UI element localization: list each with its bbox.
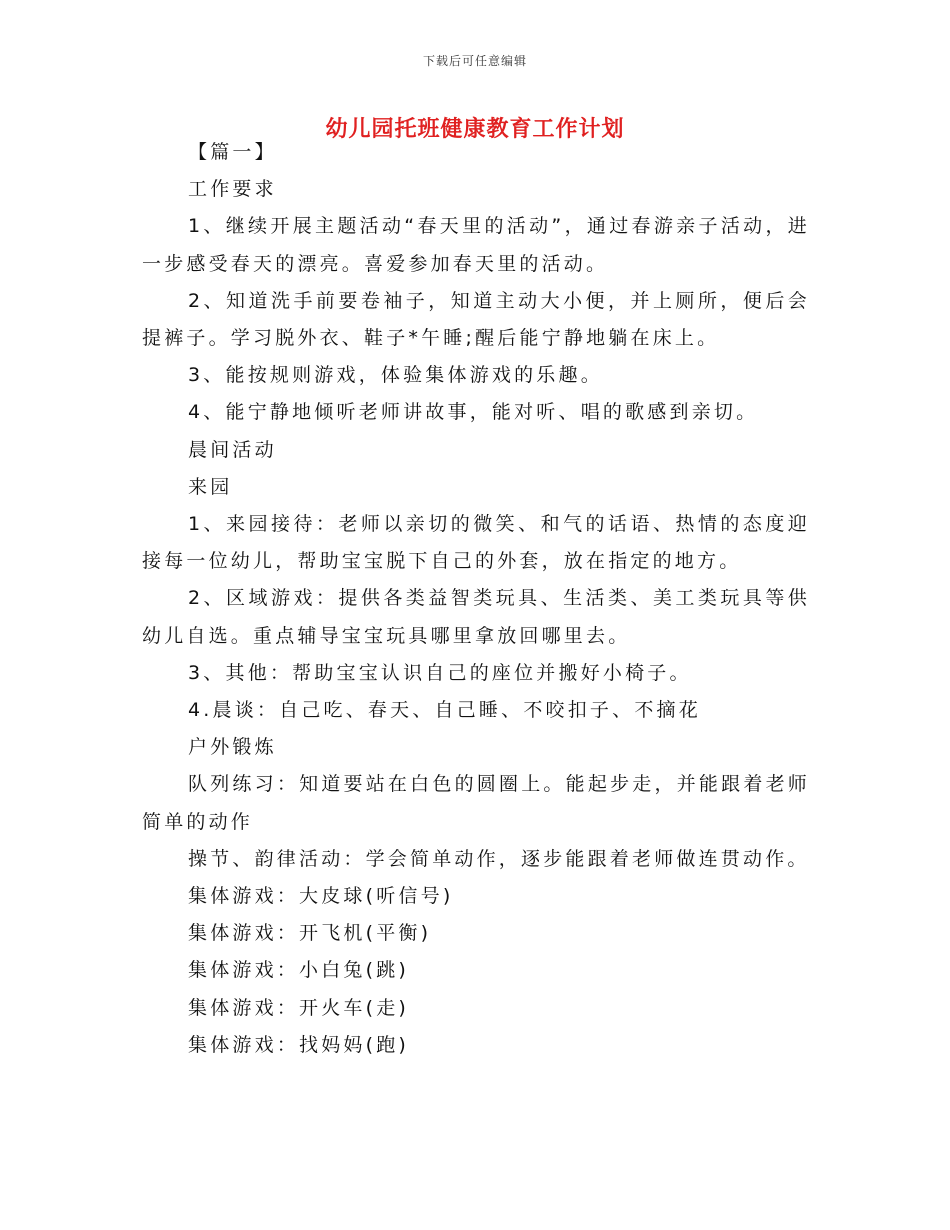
section-label: 【篇一】 [188, 141, 277, 163]
paragraph: 队列练习：知道要站在白色的圆圈上。能起步走，并能跟着老师简单的动作 [142, 773, 810, 833]
paragraph: 2、知道洗手前要卷袖子，知道主动大小便，并上厕所，便后会提裤子。学习脱外衣、鞋子*午睡;醒后能宁静地躺在床上。 [142, 289, 810, 350]
heading-outdoor-exercise: 户外锻炼 [188, 736, 277, 759]
document-body [142, 134, 810, 1064]
heading-arrival: 来园 [188, 475, 233, 498]
header-note: 下载后可任意编辑 [422, 54, 527, 68]
paragraph: 1、继续开展主题活动“春天里的活动”，通过春游亲子活动，进一步感受春天的漂亮。喜爱参加春天里的活动。 [142, 215, 810, 275]
list-item: 集体游戏：找妈妈(跑) [188, 1033, 410, 1056]
paragraph: 2、区域游戏：提供各类益智类玩具、生活类、美工类玩具等供幼儿自选。重点辅导宝宝玩具哪里拿放回哪里去。 [142, 587, 810, 647]
paragraph: 操节、韵律活动：学会简单动作，逐步能跟着老师做连贯动作。 [188, 847, 810, 870]
list-item: 集体游戏：开火车(走) [188, 996, 410, 1019]
list-item: 集体游戏：大皮球(听信号) [188, 885, 454, 908]
paragraph: 1、来园接待：老师以亲切的微笑、和气的话语、热情的态度迎接每一位幼儿，帮助宝宝脱下自己的外套，放在指定的地方。 [142, 513, 810, 573]
heading-morning-activities: 晨间活动 [188, 438, 277, 461]
paragraph: 4.晨谈：自己吃、春天、自己睡、不咬扣子、不摘花 [188, 699, 701, 722]
document-title: 幼儿园托班健康教育工作计划 [325, 117, 625, 142]
paragraph: 3、能按规则游戏，体验集体游戏的乐趣。 [188, 364, 603, 387]
paragraph: 4、能宁静地倾听老师讲故事，能对听、唱的歌感到亲切。 [188, 401, 759, 424]
list-item: 集体游戏：小白兔(跳) [188, 959, 410, 982]
paragraph: 3、其他：帮助宝宝认识自己的座位并搬好小椅子。 [188, 661, 692, 684]
heading-work-requirements: 工作要求 [188, 178, 277, 201]
list-item: 集体游戏：开飞机(平衡) [188, 922, 432, 945]
